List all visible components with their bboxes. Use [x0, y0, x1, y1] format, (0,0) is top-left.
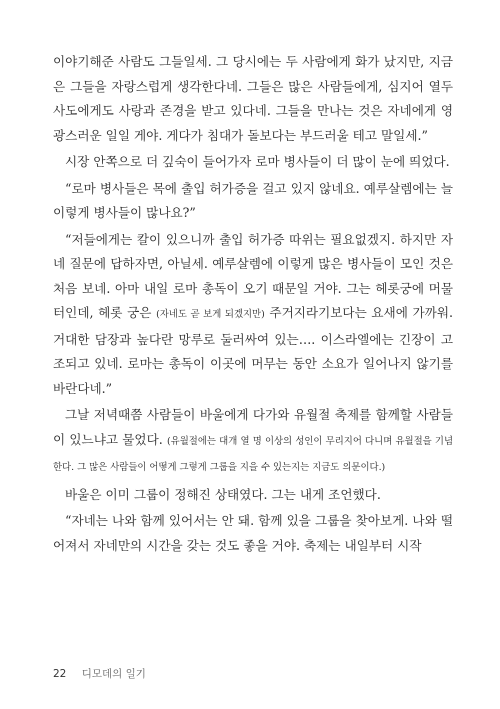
paragraph-text: “자네는 나와 함께 있어서는 안 돼. 함께 있을 그룹을 찾아보게. 나와 떨어져서 자네만의 시간을 갖는 것도 좋을 거야. 축제는 내일부터 시작 — [53, 513, 453, 553]
paragraph-text: 시장 안쪽으로 더 깊숙이 들어가자 로마 병사들이 더 많이 눈에 띄었다. — [65, 154, 450, 169]
paragraph — [53, 50, 453, 148]
parenthetical-note: (자네도 곧 보게 되겠지만) — [156, 309, 265, 320]
paragraph-text: 바울은 이미 그룹이 정해진 상태였다. 그는 내게 조언했다. — [65, 486, 381, 502]
parenthetical-note: (유월절에는 대개 열 명 이상의 성인이 무리지어 다니며 유월절을 기념한다. 그 많은 사람들이 어떻게 그렇게 그룹을 지을 수 있는지는 지금도 의문이다.) — [53, 435, 454, 473]
page-body — [53, 50, 453, 558]
page-number: 22 — [53, 668, 67, 680]
paragraph-text: “로마 병사들은 목에 출입 허가증을 걸고 있지 않네요. 예루살렘에는 늘 이렇게 병사들이 많나요?” — [53, 180, 453, 220]
paragraph — [53, 403, 453, 481]
paragraph-text: “저들에게는 칼이 있으니까 출입 허가증 따위는 필요없겠지. 하지만 자네 질문에 답하자면, 아닐세. 예루살렘에 이렇게 많은 병사들이 모인 것은 처음 보네. 아마 내일 로마 총독이 오기 때문일 거야. 그는 헤롯궁에 머물 터인데, 헤롯 궁은 — [53, 231, 453, 320]
page-footer — [53, 666, 146, 681]
paragraph-text: 주거지라기보다는 요새에 가까워. 거대한 담장과 높다란 망루로 둘러싸여 있는…. 이스라엘에는 긴장이 고조되고 있네. 로마는 총독이 이곳에 머무는 동안 소요가 일어나지 않기를 바란다네.” — [53, 305, 453, 396]
paragraph — [53, 150, 453, 175]
paragraph — [53, 228, 453, 402]
paragraph — [53, 483, 453, 508]
paragraph — [53, 509, 453, 558]
running-title: 디모데의 일기 — [81, 668, 146, 680]
paragraph — [53, 177, 453, 226]
paragraph-text: 그날 저녁때쯤 사람들이 바울에게 다가와 유월절 축제를 함께할 사람들이 있느냐고 물었다. — [53, 407, 453, 447]
paragraph-text: 이야기해준 사람도 그들일세. 그 당시에는 두 사람에게 화가 났지만, 지금은 그들을 자랑스럽게 생각한다네. 그들은 많은 사람들에게, 심지어 열두 사도에게도 사랑과 존경을 받고 있다네. 그들을 만나는 것은 자네에게 영광스러운 일일 게야. 게다가 침대가 돌보다는 부드러울 테고 말일세.” — [53, 54, 453, 143]
